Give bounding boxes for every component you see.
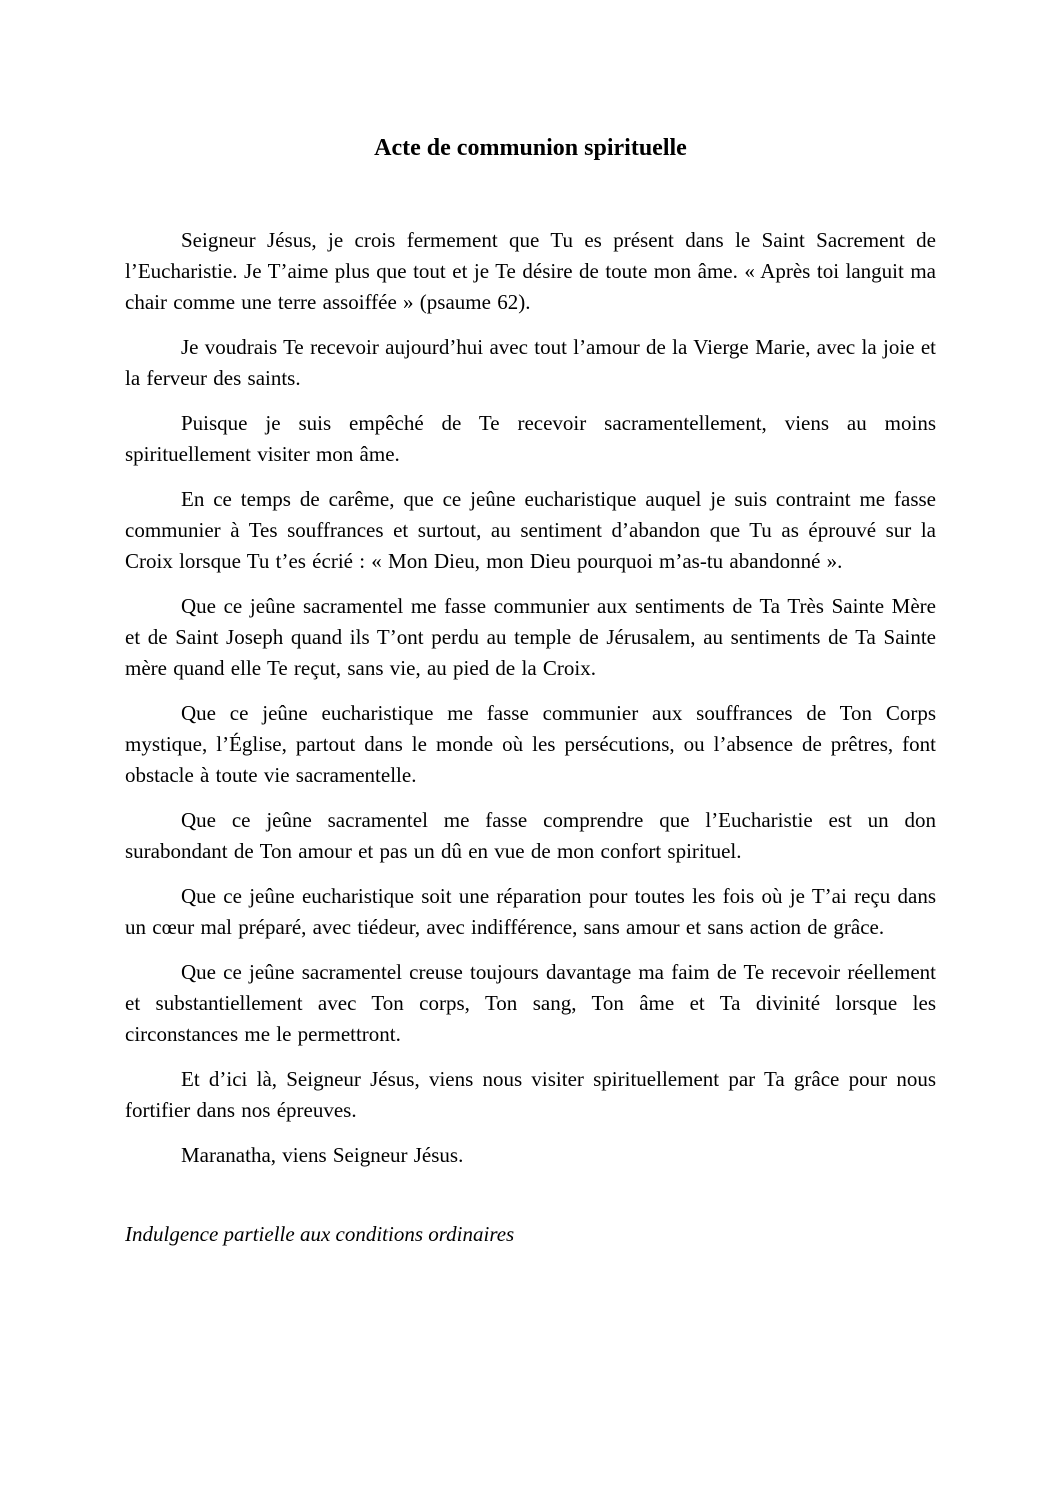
paragraph-10: Et d’ici là, Seigneur Jésus, viens nous visiter spirituellement par Ta grâce pour nous fortifier dans nos épreuves. [125,1067,936,1122]
paragraph-1: Seigneur Jésus, je crois fermement que Tu es présent dans le Saint Sacrement de l’Eucharistie. Je T’aime plus que tout et je Te désire de toute mon âme. « Après toi languit ma chair comme une terre assoiffée » (psaume 62). [125,228,936,314]
document-title: Acte de communion spirituelle [374,135,687,161]
paragraph-11: Maranatha, viens Seigneur Jésus. [181,1143,464,1167]
document-body [125,225,936,1171]
paragraph-2: Je voudrais Te recevoir aujourd’hui avec tout l’amour de la Vierge Marie, avec la joie et la ferveur des saints. [125,335,936,390]
paragraph-7: Que ce jeûne sacramentel me fasse comprendre que l’Eucharistie est un don surabondant de Ton amour et pas un dû en vue de mon confort spirituel. [125,808,936,863]
paragraph-8: Que ce jeûne eucharistique soit une réparation pour toutes les fois où je T’ai reçu dans un cœur mal préparé, avec tiédeur, avec indifférence, sans amour et sans action de grâce. [125,884,936,939]
paragraph-4: En ce temps de carême, que ce jeûne eucharistique auquel je suis contraint me fasse communier à Tes souffrances et surtout, au sentiment d’abandon que Tu as éprouvé sur la Croix lorsque Tu t’es écrié : « Mon Dieu, mon Dieu pourquoi m’as-tu abandonné ». [125,487,936,573]
paragraph-5: Que ce jeûne sacramentel me fasse communier aux sentiments de Ta Très Sainte Mère et de Saint Joseph quand ils T’ont perdu au temple de Jérusalem, au sentiments de Ta Sainte mère quand elle Te reçut, sans vie, au pied de la Croix. [125,594,936,680]
indulgence-note: Indulgence partielle aux conditions ordinaires [125,1222,515,1246]
paragraph-9: Que ce jeûne sacramentel creuse toujours davantage ma faim de Te recevoir réellement et substantiellement avec Ton corps, Ton sang, Ton âme et Ta divinité lorsque les circonstances me le permettront. [125,960,936,1046]
paragraph-3: Puisque je suis empêché de Te recevoir sacramentellement, viens au moins spirituellement visiter mon âme. [125,411,936,466]
paragraph-6: Que ce jeûne eucharistique me fasse communier aux souffrances de Ton Corps mystique, l’Église, partout dans le monde où les persécutions, ou l’absence de prêtres, font obstacle à toute vie sacramentelle. [125,701,936,787]
